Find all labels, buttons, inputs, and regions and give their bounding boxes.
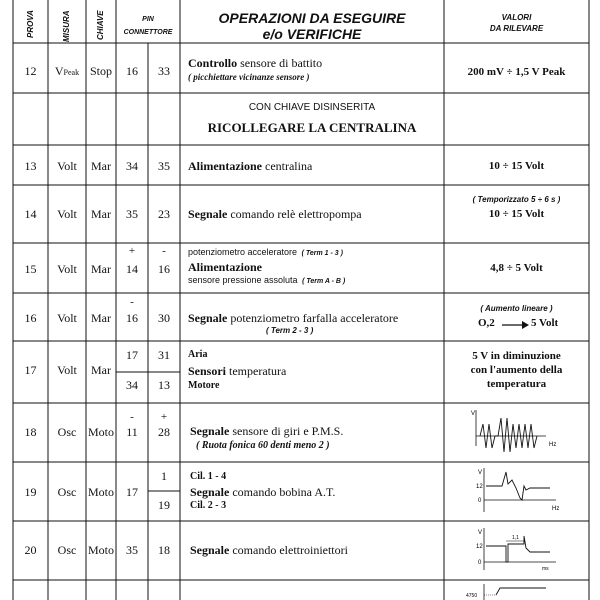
value-to-16: 5 Volt [531,317,559,329]
chiave-20: Moto [87,543,114,557]
value-from-16: O,2 [478,317,495,329]
pin-a-15: 14 [126,262,138,276]
chiave-12: Stop [89,64,112,78]
graph-y-zero: 0 [478,498,482,504]
misura-12: VPeak [54,64,80,78]
chiave-19: Moto [87,485,114,499]
pin-a-13: 34 [126,159,138,173]
pin-a-12: 16 [126,64,138,78]
prova-13: 13 [24,159,37,173]
chiave-18: Moto [87,425,114,439]
op-line1-15: potenziometro acceleratore ( Term 1 - 3 ) [188,247,343,257]
pin-b-20: 18 [158,543,170,557]
pin-a-sign-18: - [130,411,134,423]
pin-a-top-17: 17 [126,348,138,362]
header-pin: PIN [142,16,154,23]
pin-b-sign-15: - [162,245,166,257]
pin-b-18: 28 [158,425,170,439]
value-note-16: ( Aumento lineare ) [480,304,553,313]
header-chiave: CHIAVE [96,10,105,40]
graph-y-label: V [478,530,483,536]
op-17: Sensori temperatura [188,364,287,378]
pin-b-sign-18: + [160,411,168,423]
misura-19: Osc [57,485,77,499]
op-note-16: ( Term 2 - 3 ) [266,326,314,335]
chiave-14: Mar [91,207,111,221]
value-note-14: ( Temporizzato 5 ÷ 6 s ) [472,195,561,204]
injector-waveform [466,524,566,578]
op-line3-17: Motore [188,380,220,391]
pin-b-14: 23 [158,207,170,221]
op-line1-19: Cil. 1 - 4 [190,471,227,482]
chiave-16: Mar [91,311,111,325]
arrow-right-icon [500,318,530,330]
header-operations-line2: e/o VERIFICHE [262,26,362,42]
header-operations-line1: OPERAZIONI DA ESEGUIRE [218,10,406,26]
misura-20: Osc [57,543,77,557]
pin-b-16: 30 [158,311,170,325]
header-values-line2: DA RILEVARE [489,24,544,33]
section-subtitle: CON CHIAVE DISINSERITA [248,102,376,113]
pin-b-top-19: 1 [161,469,167,483]
value-14: 10 ÷ 15 Volt [488,208,545,220]
header-connettore: CONNETTORE [123,29,173,36]
misura-13: Volt [57,159,77,173]
op-16: Segnale potenziometro farfalla acceleratore [188,311,399,325]
op-15: Alimentazione [188,260,262,274]
pin-a-sign-15: + [128,245,136,257]
graph-x-label: Hz [549,442,557,448]
graph-annotation: 1,1 [512,535,519,541]
pin-a-20: 35 [126,543,138,557]
op-note-12: ( picchiettare vicinanze sensore ) [188,72,310,82]
pin-b-bot-19: 19 [158,498,170,512]
section-title: RICOLLEGARE LA CENTRALINA [207,120,417,135]
value-line1-17: 5 V in diminuzione [472,350,561,362]
pin-b-12: 33 [158,64,170,78]
pin-a-sign-16: - [130,296,134,308]
pin-b-13: 35 [158,159,170,173]
op-line1-17: Aria [188,349,208,360]
prova-15: 15 [24,262,37,276]
pin-a-19: 17 [126,485,138,499]
graph-y-tick: 4750 [466,593,478,599]
graph-y-zero: 0 [478,560,482,566]
pin-a-bot-17: 34 [126,378,138,392]
pin-a-16: 16 [126,311,138,325]
prova-14: 14 [24,207,37,221]
prova-12: 12 [24,64,37,78]
misura-15: Volt [57,262,77,276]
op-note-18: ( Ruota fonica 60 denti meno 2 ) [196,440,330,451]
graph-y-tick: 12 [476,544,483,550]
op-12: Controllo sensore di battito [188,56,323,70]
value-12: 200 mV ÷ 1,5 V Peak [467,66,566,78]
header-values-line1: VALORI [501,13,532,22]
value-13: 10 ÷ 15 Volt [488,160,545,172]
prova-19: 19 [24,485,37,499]
op-line3-15: sensore pressione assoluta ( Term A - B ) [188,275,346,285]
pin-b-bot-17: 13 [158,378,170,392]
header-prova: PROVA [26,10,35,38]
graph-y-label: V [471,411,476,417]
op-13: Alimentazione centralina [188,159,313,173]
graph-y-tick: 12 [476,484,483,490]
pin-b-15: 16 [158,262,170,276]
pin-b-top-17: 31 [158,348,170,362]
misura-17: Volt [57,363,77,377]
op-14: Segnale comando relè elettropompa [188,207,362,221]
prova-18: 18 [24,425,37,439]
misura-18: Osc [57,425,77,439]
pin-a-18: 11 [126,425,138,439]
chiave-15: Mar [91,262,111,276]
prova-17: 17 [24,363,37,377]
ignition-coil-waveform [466,464,566,518]
chiave-13: Mar [91,159,111,173]
op-20: Segnale comando elettroiniettori [190,543,348,557]
value-line2-17: con l'aumento della [470,364,563,376]
misura-16: Volt [57,311,77,325]
op-19: Segnale comando bobina A.T. [190,485,336,499]
prova-20: 20 [24,543,37,557]
prova-16: 16 [24,311,37,325]
value-line3-17: temperatura [486,378,547,390]
misura-14: Volt [57,207,77,221]
pin-a-14: 35 [126,207,138,221]
header-misura: MISURA [62,10,71,42]
op-18: Segnale sensore di giri e P.M.S. [190,424,344,438]
rpm-sensor-waveform [466,406,562,458]
value-15: 4,8 ÷ 5 Volt [490,262,543,274]
partial-waveform [466,582,566,600]
graph-x-label: Hz [552,506,560,512]
op-line3-19: Cil. 2 - 3 [190,500,227,511]
chiave-17: Mar [91,363,111,377]
graph-x-label: ms [542,566,549,572]
graph-y-label: V [478,470,483,476]
